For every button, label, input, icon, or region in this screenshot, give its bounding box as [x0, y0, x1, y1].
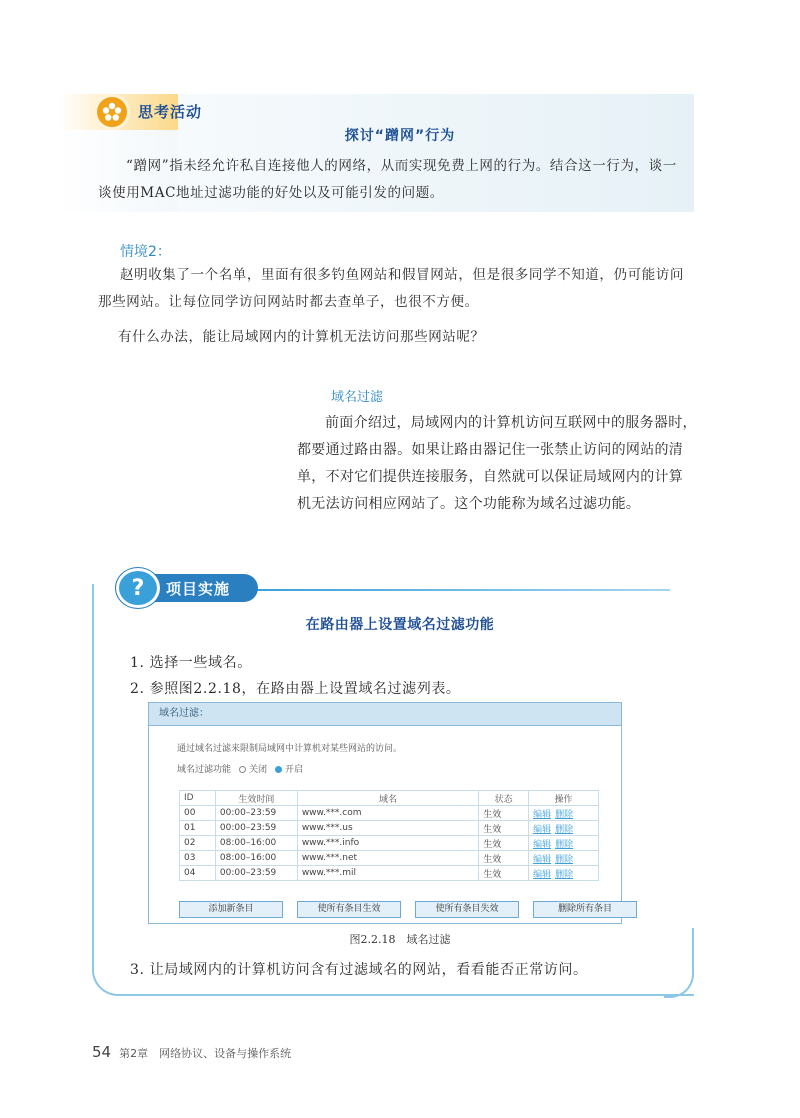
router-domain-filter-panel [148, 702, 622, 924]
row-status: 生效 [479, 866, 529, 881]
row-status: 生效 [479, 851, 529, 866]
router-panel-header: 域名过滤： [149, 703, 621, 726]
table-row [180, 836, 599, 851]
edit-link[interactable]: 编辑 [533, 869, 552, 880]
row-time: 08:00–16:00 [215, 851, 297, 866]
function-label: 域名过滤功能 [177, 765, 232, 775]
col-header-time: 生效时间 [215, 791, 297, 806]
radio-on[interactable] [275, 762, 303, 775]
row-domain: www.***.com [297, 806, 478, 821]
delete-link[interactable]: 删除 [555, 839, 574, 850]
project-title: 在路由器上设置域名过滤功能 [305, 617, 495, 633]
col-header-id: ID [180, 791, 216, 806]
flower-icon [101, 101, 123, 123]
row-time: 00:00–23:59 [215, 821, 297, 836]
edit-link[interactable]: 编辑 [533, 854, 552, 865]
radio-on-icon [275, 766, 282, 773]
row-status: 生效 [479, 821, 529, 836]
domain-filter-function-row [177, 762, 303, 775]
col-header-domain: 域名 [297, 791, 478, 806]
table-header-row [180, 791, 599, 806]
table-row [180, 851, 599, 866]
radio-off[interactable] [239, 762, 267, 775]
radio-off-icon [239, 766, 246, 773]
edit-link[interactable]: 编辑 [533, 809, 552, 820]
domain-filter-title: 域名过滤 [331, 390, 384, 405]
row-status: 生效 [479, 836, 529, 851]
figure-caption: 图2.2.18 域名过滤 [349, 933, 451, 946]
row-id: 01 [180, 821, 216, 836]
row-ops [529, 806, 599, 821]
row-domain: www.***.us [297, 821, 478, 836]
row-domain: www.***.info [297, 836, 478, 851]
row-id: 03 [180, 851, 216, 866]
row-status: 生效 [479, 806, 529, 821]
thinking-activity-label: 思考活动 [138, 103, 203, 121]
step-2: 2. 参照图2.2.18，在路由器上设置域名过滤列表。 [130, 681, 461, 697]
row-ops [529, 836, 599, 851]
project-label: 项目实施 [166, 580, 231, 598]
table-row [180, 806, 599, 821]
delete-link[interactable]: 删除 [555, 854, 574, 865]
scenario-title: 情境2： [120, 244, 171, 260]
disable-all-button[interactable]: 使所有条目失效 [415, 901, 519, 918]
delete-link[interactable]: 删除 [555, 824, 574, 835]
scenario-body: 赵明收集了一个名单，里面有很多钓鱼网站和假冒网站，但是很多同学不知道，仍可能访问那些网站。让每位同学访问网站时都去查单子，也很不方便。 [98, 267, 684, 310]
radio-on-label: 开启 [285, 765, 304, 775]
thinking-activity-body: “蹭网”指未经允许私自连接他人的网络，从而实现免费上网的行为。结合这一行为，谈一谈使用MAC地址过滤功能的好处以及可能引发的问题。 [98, 158, 677, 201]
row-id: 04 [180, 866, 216, 881]
row-ops [529, 866, 599, 881]
table-row [180, 866, 599, 881]
page-number: 54 [92, 1043, 112, 1061]
col-header-status: 状态 [479, 791, 529, 806]
page-footer [92, 1043, 291, 1061]
row-id: 00 [180, 806, 216, 821]
delete-link[interactable]: 删除 [555, 809, 574, 820]
add-entry-button[interactable]: 添加新条目 [179, 901, 283, 918]
row-domain: www.***.mil [297, 866, 478, 881]
chapter-title: 第2章 网络协议、设备与操作系统 [119, 1047, 292, 1060]
question-icon: ? [116, 568, 160, 608]
step-3: 3. 让局域网内的计算机访问含有过滤域名的网站，看看能否正常访问。 [130, 962, 588, 978]
row-time: 00:00–23:59 [215, 866, 297, 881]
router-description: 通过域名过滤来限制局域网中计算机对某些网站的访问。 [177, 744, 403, 754]
row-ops [529, 851, 599, 866]
project-header-line [254, 589, 670, 591]
col-header-operation: 操作 [529, 791, 599, 806]
row-domain: www.***.net [297, 851, 478, 866]
row-ops [529, 821, 599, 836]
delete-link[interactable]: 删除 [555, 869, 574, 880]
router-button-row [179, 901, 637, 918]
thinking-activity-title: 探讨“蹭网”行为 [344, 128, 456, 144]
row-time: 00:00–23:59 [215, 806, 297, 821]
delete-all-button[interactable]: 删除所有条目 [533, 901, 637, 918]
domain-filter-body: 前面介绍过，局域网内的计算机访问互联网中的服务器时，都要通过路由器。如果让路由器记住一张禁止访问的网站的清单，不对它们提供连接服务，自然就可以保证局域网内的计算机无法访问相应网站了。这个功能称为域名过滤功能。 [297, 415, 697, 512]
scenario-question: 有什么办法，能让局域网内的计算机无法访问那些网站呢？ [118, 329, 485, 345]
row-id: 02 [180, 836, 216, 851]
edit-link[interactable]: 编辑 [533, 839, 552, 850]
radio-off-label: 关闭 [249, 765, 268, 775]
step-1: 1. 选择一些域名。 [130, 655, 252, 671]
enable-all-button[interactable]: 使所有条目生效 [297, 901, 401, 918]
row-time: 08:00–16:00 [215, 836, 297, 851]
domain-filter-table [179, 790, 599, 881]
table-row [180, 821, 599, 836]
edit-link[interactable]: 编辑 [533, 824, 552, 835]
